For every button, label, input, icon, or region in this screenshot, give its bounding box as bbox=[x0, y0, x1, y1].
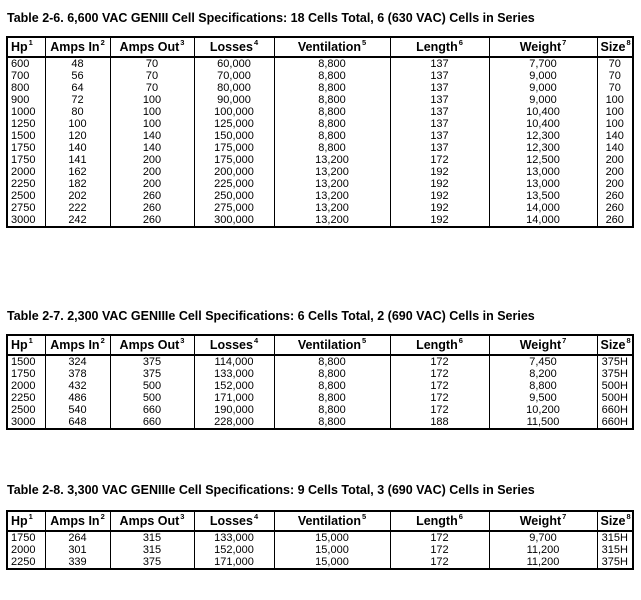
footnote-marker: 3 bbox=[180, 512, 185, 521]
table-cell: 100 bbox=[110, 118, 194, 130]
column-header-label: Amps Out bbox=[119, 514, 180, 528]
table-cell: 15,000 bbox=[274, 556, 390, 569]
column-header bbox=[7, 335, 45, 355]
column-header bbox=[7, 511, 45, 531]
table-cell: 13,200 bbox=[274, 154, 390, 166]
column-header-label: Amps In bbox=[50, 338, 100, 352]
table-cell: 120 bbox=[45, 130, 110, 142]
column-header bbox=[7, 37, 45, 57]
table-cell: 12,300 bbox=[489, 130, 597, 142]
table-cell: 2000 bbox=[7, 166, 45, 178]
table-cell: 137 bbox=[390, 57, 489, 70]
table-cell: 3000 bbox=[7, 214, 45, 227]
spec-table bbox=[6, 510, 634, 570]
table-cell: 133,000 bbox=[194, 368, 274, 380]
table-cell: 172 bbox=[390, 544, 489, 556]
table-cell: 152,000 bbox=[194, 544, 274, 556]
column-header-label: Ventilation bbox=[297, 40, 362, 54]
header-row bbox=[7, 335, 633, 355]
table-cell: 1750 bbox=[7, 368, 45, 380]
column-header-label: Hp bbox=[11, 514, 28, 528]
table-cell: 339 bbox=[45, 556, 110, 569]
footnote-marker: 6 bbox=[458, 336, 463, 345]
table-cell: 250,000 bbox=[194, 190, 274, 202]
table-cell: 660H bbox=[597, 404, 633, 416]
table-cell: 300,000 bbox=[194, 214, 274, 227]
column-header bbox=[274, 511, 390, 531]
table-cell: 70 bbox=[597, 82, 633, 94]
header-row bbox=[7, 37, 633, 57]
table-cell: 72 bbox=[45, 94, 110, 106]
footnote-marker: 1 bbox=[28, 512, 33, 521]
table-cell: 14,000 bbox=[489, 202, 597, 214]
column-header-label: Length bbox=[416, 338, 458, 352]
table-row bbox=[7, 178, 633, 190]
table-2-8 bbox=[6, 483, 632, 570]
table-cell: 192 bbox=[390, 202, 489, 214]
table-cell: 375H bbox=[597, 556, 633, 569]
table-row bbox=[7, 94, 633, 106]
footnote-marker: 4 bbox=[253, 336, 259, 345]
table-cell: 100 bbox=[110, 94, 194, 106]
table-cell: 500H bbox=[597, 392, 633, 404]
table-cell: 700 bbox=[7, 70, 45, 82]
table-cell: 171,000 bbox=[194, 556, 274, 569]
footnote-marker: 7 bbox=[562, 336, 567, 345]
table-cell: 175,000 bbox=[194, 154, 274, 166]
table-cell: 600 bbox=[7, 57, 45, 70]
table-cell: 13,000 bbox=[489, 178, 597, 190]
column-header bbox=[597, 511, 633, 531]
spec-table bbox=[6, 36, 634, 228]
table-cell: 100 bbox=[597, 94, 633, 106]
table-caption: Table 2-8. 3,300 VAC GENIIIe Cell Specifications: 9 Cells Total, 3 (690 VAC) Cells in Series bbox=[7, 483, 535, 497]
table-cell: 70 bbox=[597, 70, 633, 82]
table-cell: 432 bbox=[45, 380, 110, 392]
table-cell: 9,000 bbox=[489, 94, 597, 106]
table-2-7 bbox=[6, 309, 632, 430]
table-cell: 172 bbox=[390, 380, 489, 392]
table-cell: 10,200 bbox=[489, 404, 597, 416]
table-cell: 70 bbox=[597, 57, 633, 70]
footnote-marker: 7 bbox=[562, 512, 567, 521]
table-cell: 200 bbox=[597, 166, 633, 178]
table-cell: 90,000 bbox=[194, 94, 274, 106]
table-cell: 8,800 bbox=[489, 380, 597, 392]
column-header bbox=[274, 335, 390, 355]
table-cell: 11,500 bbox=[489, 416, 597, 429]
table-cell: 660 bbox=[110, 416, 194, 429]
table-cell: 192 bbox=[390, 166, 489, 178]
table-cell: 11,200 bbox=[489, 556, 597, 569]
table-cell: 172 bbox=[390, 368, 489, 380]
table-cell: 315H bbox=[597, 544, 633, 556]
footnote-marker: 5 bbox=[362, 336, 367, 345]
table-cell: 8,800 bbox=[274, 416, 390, 429]
footnote-marker: 3 bbox=[180, 38, 185, 47]
table-row bbox=[7, 416, 633, 429]
table-row bbox=[7, 70, 633, 82]
column-header-label: Amps In bbox=[50, 514, 100, 528]
table-cell: 222 bbox=[45, 202, 110, 214]
table-cell: 100 bbox=[597, 118, 633, 130]
table-row bbox=[7, 556, 633, 569]
column-header bbox=[489, 37, 597, 57]
column-header-label: Weight bbox=[519, 338, 562, 352]
footnote-marker: 5 bbox=[362, 38, 367, 47]
footnote-marker: 5 bbox=[362, 512, 367, 521]
table-cell: 13,200 bbox=[274, 166, 390, 178]
table-cell: 225,000 bbox=[194, 178, 274, 190]
footnote-marker: 1 bbox=[28, 38, 33, 47]
table-cell: 13,500 bbox=[489, 190, 597, 202]
table-cell: 15,000 bbox=[274, 544, 390, 556]
table-cell: 375 bbox=[110, 368, 194, 380]
table-cell: 2250 bbox=[7, 178, 45, 190]
table-row bbox=[7, 130, 633, 142]
footnote-marker: 2 bbox=[100, 512, 105, 521]
table-cell: 540 bbox=[45, 404, 110, 416]
table-cell: 324 bbox=[45, 355, 110, 368]
table-cell: 8,800 bbox=[274, 94, 390, 106]
table-cell: 13,000 bbox=[489, 166, 597, 178]
table-cell: 8,800 bbox=[274, 130, 390, 142]
table-cell: 13,200 bbox=[274, 202, 390, 214]
table-cell: 100 bbox=[110, 106, 194, 118]
table-cell: 2250 bbox=[7, 392, 45, 404]
table-cell: 14,000 bbox=[489, 214, 597, 227]
table-cell: 7,450 bbox=[489, 355, 597, 368]
table-cell: 200 bbox=[110, 166, 194, 178]
table-cell: 9,500 bbox=[489, 392, 597, 404]
table-cell: 10,400 bbox=[489, 106, 597, 118]
spec-table bbox=[6, 334, 634, 430]
table-cell: 260 bbox=[110, 214, 194, 227]
table-cell: 500 bbox=[110, 380, 194, 392]
footnote-marker: 4 bbox=[253, 38, 259, 47]
table-cell: 8,800 bbox=[274, 70, 390, 82]
column-header-label: Size bbox=[600, 514, 626, 528]
table-cell: 375 bbox=[110, 355, 194, 368]
table-cell: 1500 bbox=[7, 355, 45, 368]
column-header-label: Length bbox=[416, 514, 458, 528]
table-row bbox=[7, 202, 633, 214]
table-cell: 660H bbox=[597, 416, 633, 429]
table-cell: 375H bbox=[597, 368, 633, 380]
column-header bbox=[597, 335, 633, 355]
table-cell: 80,000 bbox=[194, 82, 274, 94]
table-cell: 202 bbox=[45, 190, 110, 202]
table-cell: 1250 bbox=[7, 118, 45, 130]
table-cell: 8,800 bbox=[274, 392, 390, 404]
column-header-label: Amps Out bbox=[119, 40, 180, 54]
table-cell: 13,200 bbox=[274, 190, 390, 202]
table-cell: 378 bbox=[45, 368, 110, 380]
column-header bbox=[110, 335, 194, 355]
table-cell: 140 bbox=[597, 130, 633, 142]
column-header bbox=[194, 37, 274, 57]
table-cell: 7,700 bbox=[489, 57, 597, 70]
table-cell: 70,000 bbox=[194, 70, 274, 82]
table-cell: 172 bbox=[390, 392, 489, 404]
footnote-marker: 2 bbox=[100, 336, 105, 345]
table-row bbox=[7, 392, 633, 404]
table-cell: 3000 bbox=[7, 416, 45, 429]
column-header bbox=[274, 37, 390, 57]
table-row bbox=[7, 154, 633, 166]
table-cell: 1750 bbox=[7, 142, 45, 154]
table-cell: 125,000 bbox=[194, 118, 274, 130]
table-cell: 2750 bbox=[7, 202, 45, 214]
table-cell: 375H bbox=[597, 355, 633, 368]
column-header-label: Size bbox=[600, 338, 626, 352]
table-row bbox=[7, 380, 633, 392]
column-header bbox=[390, 511, 489, 531]
column-header-label: Ventilation bbox=[297, 338, 362, 352]
table-cell: 15,000 bbox=[274, 531, 390, 544]
table-cell: 140 bbox=[110, 142, 194, 154]
table-caption: Table 2-6. 6,600 VAC GENIII Cell Specifications: 18 Cells Total, 6 (630 VAC) Cells in Series bbox=[7, 11, 535, 25]
table-cell: 100 bbox=[597, 106, 633, 118]
column-header-label: Losses bbox=[209, 338, 253, 352]
table-cell: 200 bbox=[110, 178, 194, 190]
table-cell: 260 bbox=[597, 202, 633, 214]
table-row bbox=[7, 118, 633, 130]
table-cell: 192 bbox=[390, 178, 489, 190]
table-cell: 137 bbox=[390, 94, 489, 106]
table-cell: 375 bbox=[110, 556, 194, 569]
table-row bbox=[7, 190, 633, 202]
table-cell: 8,200 bbox=[489, 368, 597, 380]
footnote-marker: 8 bbox=[626, 38, 631, 47]
column-header bbox=[390, 335, 489, 355]
table-cell: 1750 bbox=[7, 531, 45, 544]
footnote-marker: 6 bbox=[458, 38, 463, 47]
table-cell: 10,400 bbox=[489, 118, 597, 130]
table-cell: 182 bbox=[45, 178, 110, 190]
table-cell: 137 bbox=[390, 142, 489, 154]
table-cell: 8,800 bbox=[274, 355, 390, 368]
table-cell: 260 bbox=[597, 190, 633, 202]
table-cell: 171,000 bbox=[194, 392, 274, 404]
table-cell: 200 bbox=[110, 154, 194, 166]
table-cell: 9,000 bbox=[489, 70, 597, 82]
footnote-marker: 3 bbox=[180, 336, 185, 345]
table-cell: 13,200 bbox=[274, 178, 390, 190]
table-cell: 8,800 bbox=[274, 404, 390, 416]
table-cell: 8,800 bbox=[274, 118, 390, 130]
table-cell: 188 bbox=[390, 416, 489, 429]
table-cell: 140 bbox=[45, 142, 110, 154]
table-cell: 9,700 bbox=[489, 531, 597, 544]
table-cell: 260 bbox=[110, 190, 194, 202]
table-row bbox=[7, 544, 633, 556]
table-cell: 172 bbox=[390, 556, 489, 569]
table-cell: 8,800 bbox=[274, 380, 390, 392]
table-cell: 70 bbox=[110, 70, 194, 82]
column-header bbox=[489, 335, 597, 355]
table-caption: Table 2-7. 2,300 VAC GENIIIe Cell Specifications: 6 Cells Total, 2 (690 VAC) Cells in Series bbox=[7, 309, 535, 323]
column-header bbox=[194, 335, 274, 355]
table-cell: 200 bbox=[597, 178, 633, 190]
table-cell: 140 bbox=[597, 142, 633, 154]
table-cell: 64 bbox=[45, 82, 110, 94]
column-header-label: Weight bbox=[519, 514, 562, 528]
column-header-label: Weight bbox=[519, 40, 562, 54]
table-cell: 275,000 bbox=[194, 202, 274, 214]
column-header bbox=[110, 511, 194, 531]
table-cell: 137 bbox=[390, 82, 489, 94]
table-cell: 13,200 bbox=[274, 214, 390, 227]
column-header bbox=[110, 37, 194, 57]
table-cell: 301 bbox=[45, 544, 110, 556]
table-cell: 2000 bbox=[7, 544, 45, 556]
table-cell: 100 bbox=[45, 118, 110, 130]
table-cell: 900 bbox=[7, 94, 45, 106]
footnote-marker: 1 bbox=[28, 336, 33, 345]
column-header-label: Hp bbox=[11, 40, 28, 54]
table-2-6 bbox=[6, 11, 632, 228]
table-cell: 2500 bbox=[7, 190, 45, 202]
column-header bbox=[194, 511, 274, 531]
table-row bbox=[7, 57, 633, 70]
table-row bbox=[7, 142, 633, 154]
table-cell: 192 bbox=[390, 190, 489, 202]
footnote-marker: 8 bbox=[626, 512, 631, 521]
table-cell: 114,000 bbox=[194, 355, 274, 368]
table-cell: 172 bbox=[390, 355, 489, 368]
column-header bbox=[45, 335, 110, 355]
table-cell: 175,000 bbox=[194, 142, 274, 154]
table-cell: 660 bbox=[110, 404, 194, 416]
column-header-label: Amps In bbox=[50, 40, 100, 54]
table-cell: 12,300 bbox=[489, 142, 597, 154]
table-cell: 172 bbox=[390, 531, 489, 544]
table-cell: 140 bbox=[110, 130, 194, 142]
table-cell: 137 bbox=[390, 70, 489, 82]
column-header bbox=[45, 511, 110, 531]
table-cell: 137 bbox=[390, 118, 489, 130]
table-cell: 48 bbox=[45, 57, 110, 70]
table-cell: 2500 bbox=[7, 404, 45, 416]
table-cell: 315H bbox=[597, 531, 633, 544]
table-row bbox=[7, 368, 633, 380]
table-cell: 172 bbox=[390, 154, 489, 166]
column-header-label: Hp bbox=[11, 338, 28, 352]
table-cell: 137 bbox=[390, 130, 489, 142]
table-cell: 200 bbox=[597, 154, 633, 166]
footnote-marker: 4 bbox=[253, 512, 259, 521]
table-cell: 11,200 bbox=[489, 544, 597, 556]
column-header-label: Length bbox=[416, 40, 458, 54]
table-cell: 12,500 bbox=[489, 154, 597, 166]
table-cell: 8,800 bbox=[274, 82, 390, 94]
footnote-marker: 7 bbox=[562, 38, 567, 47]
table-cell: 648 bbox=[45, 416, 110, 429]
table-cell: 486 bbox=[45, 392, 110, 404]
column-header-label: Size bbox=[600, 40, 626, 54]
table-cell: 152,000 bbox=[194, 380, 274, 392]
table-cell: 60,000 bbox=[194, 57, 274, 70]
table-row bbox=[7, 106, 633, 118]
column-header bbox=[390, 37, 489, 57]
column-header-label: Ventilation bbox=[297, 514, 362, 528]
table-cell: 800 bbox=[7, 82, 45, 94]
table-cell: 1750 bbox=[7, 154, 45, 166]
table-cell: 100,000 bbox=[194, 106, 274, 118]
table-cell: 70 bbox=[110, 57, 194, 70]
table-cell: 264 bbox=[45, 531, 110, 544]
table-row bbox=[7, 404, 633, 416]
column-header-label: Losses bbox=[209, 514, 253, 528]
table-cell: 2250 bbox=[7, 556, 45, 569]
table-cell: 260 bbox=[110, 202, 194, 214]
table-cell: 1000 bbox=[7, 106, 45, 118]
table-cell: 192 bbox=[390, 214, 489, 227]
table-cell: 133,000 bbox=[194, 531, 274, 544]
footnote-marker: 8 bbox=[626, 336, 631, 345]
footnote-marker: 2 bbox=[100, 38, 105, 47]
table-row bbox=[7, 166, 633, 178]
table-cell: 162 bbox=[45, 166, 110, 178]
table-cell: 190,000 bbox=[194, 404, 274, 416]
table-cell: 8,800 bbox=[274, 368, 390, 380]
table-cell: 150,000 bbox=[194, 130, 274, 142]
column-header-label: Amps Out bbox=[119, 338, 180, 352]
column-header bbox=[45, 37, 110, 57]
table-row bbox=[7, 82, 633, 94]
table-cell: 200,000 bbox=[194, 166, 274, 178]
table-row bbox=[7, 355, 633, 368]
footnote-marker: 6 bbox=[458, 512, 463, 521]
column-header bbox=[597, 37, 633, 57]
table-cell: 8,800 bbox=[274, 106, 390, 118]
column-header bbox=[489, 511, 597, 531]
table-cell: 70 bbox=[110, 82, 194, 94]
table-cell: 141 bbox=[45, 154, 110, 166]
table-cell: 500H bbox=[597, 380, 633, 392]
table-cell: 172 bbox=[390, 404, 489, 416]
table-cell: 228,000 bbox=[194, 416, 274, 429]
table-cell: 315 bbox=[110, 544, 194, 556]
column-header-label: Losses bbox=[209, 40, 253, 54]
table-row bbox=[7, 531, 633, 544]
table-cell: 1500 bbox=[7, 130, 45, 142]
table-cell: 8,800 bbox=[274, 57, 390, 70]
table-cell: 260 bbox=[597, 214, 633, 227]
table-cell: 9,000 bbox=[489, 82, 597, 94]
table-cell: 315 bbox=[110, 531, 194, 544]
table-cell: 8,800 bbox=[274, 142, 390, 154]
table-cell: 137 bbox=[390, 106, 489, 118]
table-cell: 242 bbox=[45, 214, 110, 227]
table-row bbox=[7, 214, 633, 227]
header-row bbox=[7, 511, 633, 531]
table-cell: 2000 bbox=[7, 380, 45, 392]
table-cell: 80 bbox=[45, 106, 110, 118]
table-cell: 500 bbox=[110, 392, 194, 404]
table-cell: 56 bbox=[45, 70, 110, 82]
